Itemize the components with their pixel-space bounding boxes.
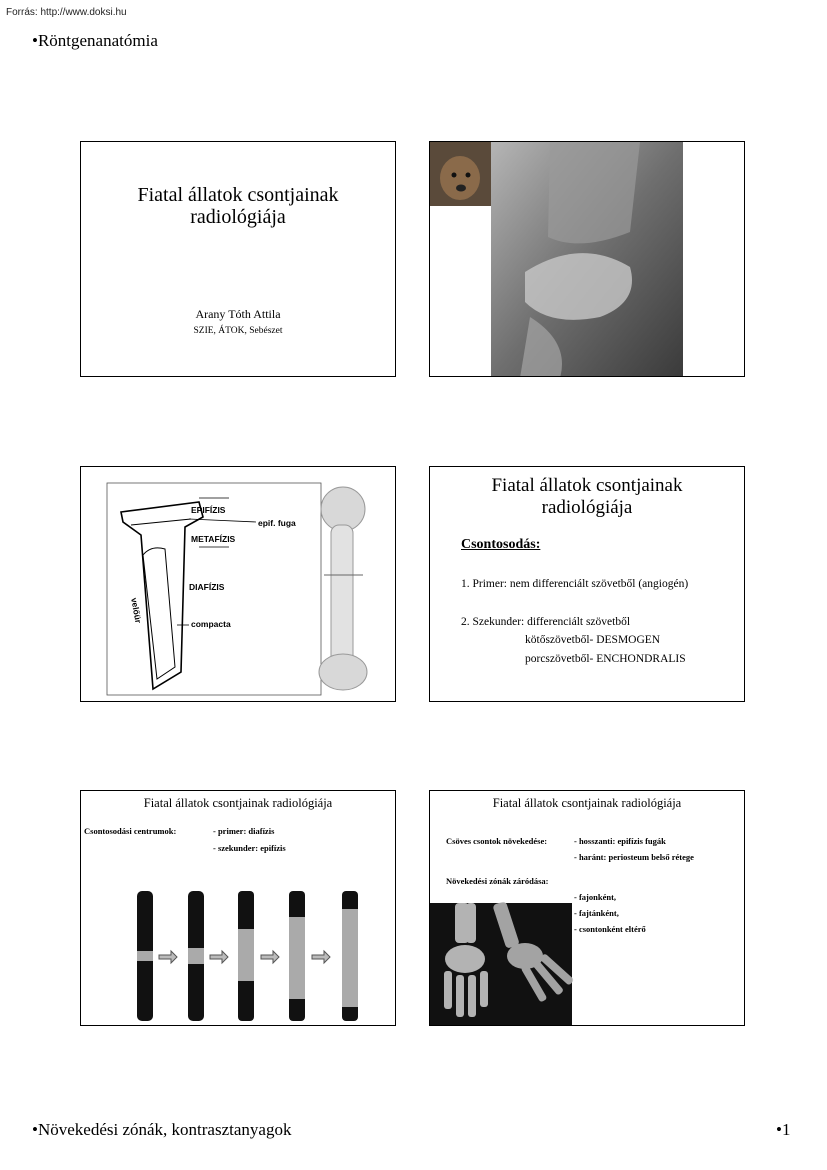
primary-centre: - primer: diafízis — [213, 826, 275, 836]
slide-ossification-centres — [80, 790, 396, 1026]
slide6-title: Fiatal állatok csontjainak radiológiája — [492, 796, 682, 810]
growth-label: Csöves csontok növekedése: — [446, 836, 548, 846]
primary-line: 1. Primer: nem differenciált szövetből (angiogén) — [461, 578, 689, 590]
secondary-centre: - szekunder: epifízis — [213, 843, 286, 853]
label-epifizis: EPIFÍZIS — [191, 505, 226, 515]
slide-bone-growth — [429, 790, 745, 1026]
closure-breed: - fajtánként, — [574, 908, 619, 918]
stage-1 — [137, 891, 153, 1021]
page-number: •1 — [776, 1120, 791, 1139]
stage-3 — [238, 891, 254, 1021]
slide4-title-line-2: radiológiája — [541, 497, 633, 518]
ossification-stages-diagram — [81, 791, 396, 1026]
stage-4 — [289, 891, 305, 1021]
growth-transverse: - haránt: periosteum belső rétege — [574, 852, 694, 862]
slide-ossification — [429, 466, 745, 702]
author: Arany Tóth Attila — [195, 307, 281, 321]
closure-species: - fajonként, — [574, 892, 617, 902]
affiliation: SZIE, ÁTOK, Sebészet — [193, 326, 283, 336]
secondary-line: 2. Szekunder: differenciált szövetből — [461, 616, 631, 628]
bone-illustration — [319, 487, 367, 690]
page-footer: •Növekedési zónák, kontrasztanyagok — [32, 1120, 292, 1139]
slide4-title-line-1: Fiatal állatok csontjainak — [491, 475, 683, 496]
slide-title — [80, 141, 396, 377]
growth-longitudinal: - hosszanti: epifízis fugák — [574, 836, 666, 846]
label-metafizis: METAFÍZIS — [191, 534, 236, 544]
slide-bone-diagram — [80, 466, 396, 702]
centres-label: Csontosodási centrumok: — [84, 826, 177, 836]
closure-bone: - csontonként eltérő — [574, 924, 646, 934]
slide5-title: Fiatal állatok csontjainak radiológiája — [143, 796, 333, 810]
label-diafizis: DIAFÍZIS — [189, 582, 225, 592]
stage-2 — [188, 891, 204, 1021]
label-epif-fuga: epif. fuga — [258, 518, 296, 528]
title-line-2: radiológiája — [190, 206, 286, 228]
slide-xray-joint — [429, 141, 745, 377]
title-line-1: Fiatal állatok csontjainak — [137, 184, 339, 206]
slide-title-heading — [81, 184, 395, 228]
desmogen-line: kötőszövetből- DESMOGEN — [525, 634, 661, 646]
stage-5 — [342, 891, 358, 1021]
ossification-heading: Csontosodás: — [461, 537, 541, 552]
source-url: Forrás: http://www.doksi.hu — [6, 7, 127, 18]
enchondralis-line: porcszövetből- ENCHONDRALIS — [525, 653, 686, 665]
label-veloür: velőür — [129, 597, 144, 624]
closure-label: Növekedési zónák záródása: — [446, 876, 549, 886]
label-compacta: compacta — [191, 619, 231, 629]
xray-joint-image — [430, 142, 745, 377]
slide4-title — [430, 475, 744, 519]
page-header: •Röntgenanatómia — [32, 31, 158, 50]
bone-diagram — [81, 467, 396, 702]
xray-paws-image — [430, 791, 745, 1026]
